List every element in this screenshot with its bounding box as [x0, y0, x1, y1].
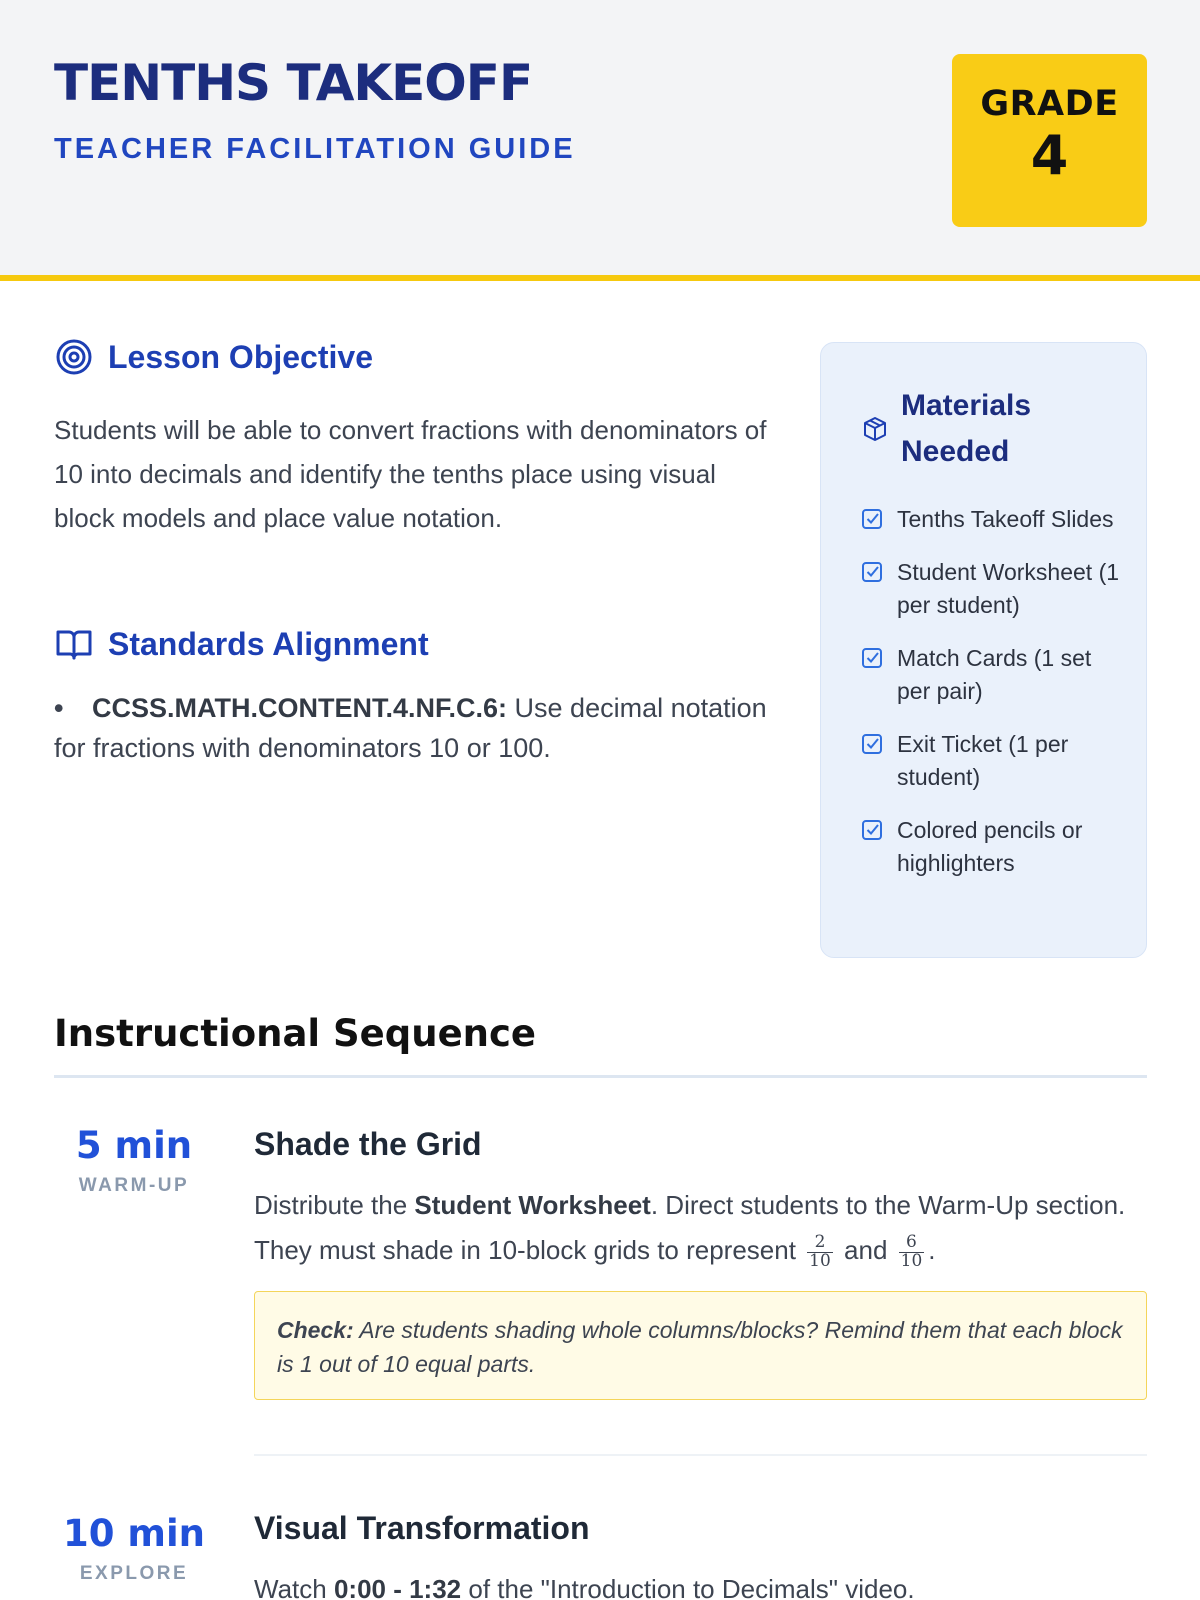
materials-item-label: Tenths Takeoff Slides: [897, 506, 1114, 532]
materials-item: [861, 642, 1121, 708]
materials-heading: [861, 383, 1061, 475]
bullet-icon: •: [54, 693, 64, 723]
step-divider: [254, 1454, 1147, 1456]
step-description-bold: 0:00 - 1:32: [333, 1574, 462, 1600]
standard-item: [54, 688, 774, 768]
target-icon: [54, 337, 94, 377]
package-icon: [861, 415, 889, 443]
step-phase: WARM-UP: [78, 1175, 190, 1196]
open-book-icon: [54, 624, 94, 664]
step-description: Distribute the Student Worksheet. Direct students to the Warm-Up section. They must shade in 10-block grids to represent $\frac{2}{10}$ and $\frac{6}{10}$ .: [254, 1190, 1126, 1271]
checkbox-checked-icon: [861, 819, 883, 841]
checkbox-checked-icon: [861, 561, 883, 583]
materials-item-label: Colored pencils or highlighters: [897, 817, 1083, 876]
checkbox-checked-icon: [861, 508, 883, 530]
materials-list: [861, 503, 1121, 900]
materials-panel: [820, 342, 1147, 958]
step-duration: 10 min: [63, 1512, 205, 1555]
materials-item: [861, 556, 1121, 622]
section-divider: [54, 1075, 1147, 1078]
lesson-objective-text: Students will be able to convert fractions with denominators of 10 into decimals and identify the tenths place using visual block models and place value notation.: [54, 415, 767, 533]
step-title: Visual Transformation: [254, 1510, 590, 1546]
grade-badge: [952, 54, 1147, 227]
check-text: Are students shading whole columns/blocks? Remind them that each block is 1 out of 10 equal parts.: [277, 1317, 1123, 1377]
step-body: [254, 1510, 1147, 1600]
grade-label: GRADE: [980, 84, 1119, 124]
materials-item: [861, 814, 1121, 880]
materials-title: Materials Needed: [901, 389, 1032, 468]
instructional-sequence-heading: Instructional Sequence: [54, 1012, 537, 1055]
check-callout: [254, 1291, 1147, 1400]
lesson-objective-heading: [54, 337, 373, 377]
step-description: Watch 0:00 - 1:32 of the "Introduction to Decimals" video.: [254, 1567, 1147, 1600]
materials-item: [861, 728, 1121, 794]
step-title: Shade the Grid: [254, 1126, 482, 1162]
materials-item-label: Exit Ticket (1 per student): [897, 731, 1069, 790]
standard-code: CCSS.MATH.CONTENT.4.NF.C.6:: [92, 693, 508, 723]
step-description-bold: Student Worksheet: [414, 1190, 651, 1220]
step-time-block: [54, 1124, 214, 1197]
materials-item-label: Match Cards (1 set per pair): [897, 645, 1092, 704]
step-duration: 5 min: [75, 1124, 193, 1167]
page-title: TENTHS TAKEOFF: [54, 54, 533, 112]
checkbox-checked-icon: [861, 733, 883, 755]
page-subtitle: TEACHER FACILITATION GUIDE: [54, 133, 576, 165]
standards-heading: [54, 624, 429, 664]
step-body: [254, 1126, 1147, 1273]
materials-item-label: Student Worksheet (1 per student): [897, 559, 1120, 618]
standard-text: Use decimal notation for fractions with denominators 10 or 100.: [54, 693, 767, 763]
checkbox-checked-icon: [861, 647, 883, 669]
grade-number: 4: [1030, 124, 1069, 187]
page-header: [0, 0, 1200, 281]
fraction-6-10: $\frac{6}{10}$: [900, 1231, 923, 1271]
check-label: Check:: [277, 1317, 354, 1343]
standards-heading-label: Standards Alignment: [108, 625, 429, 662]
lesson-objective-heading-label: Lesson Objective: [108, 338, 373, 375]
step-time-block: [54, 1512, 214, 1585]
fraction-2-10: $\frac{2}{10}$: [809, 1231, 831, 1271]
materials-item: [861, 503, 1121, 536]
step-phase: EXPLORE: [79, 1563, 189, 1584]
